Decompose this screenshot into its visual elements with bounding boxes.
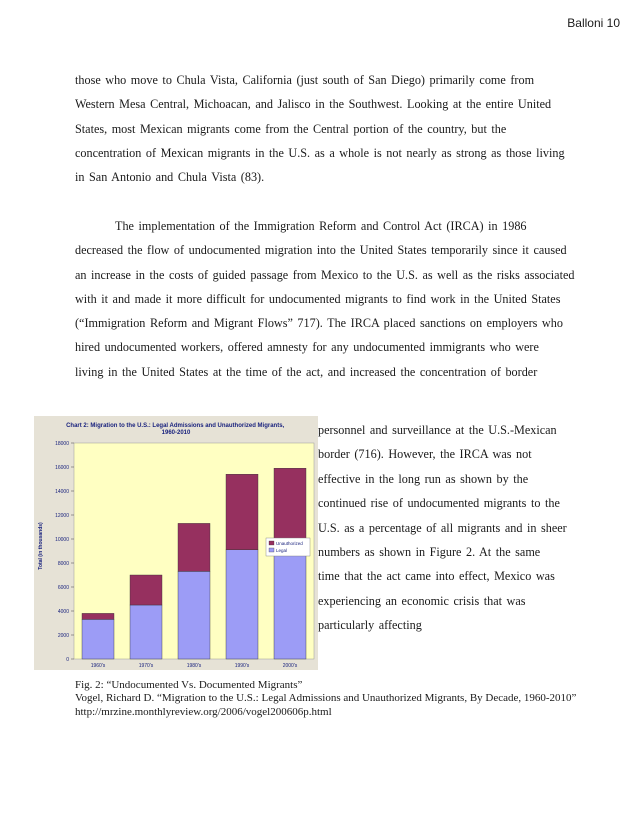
x-axis	[91, 663, 298, 669]
text-line: Western Mesa Central, Michoacan, and Jalisco in the Southwest. Looking at the entire United	[75, 97, 552, 112]
y-tick-label: 2000	[57, 633, 69, 639]
chart-title	[66, 423, 286, 436]
x-tick-label: 1980's	[186, 663, 202, 669]
y-tick-label: 14000	[55, 489, 69, 495]
x-tick-label: 1970's	[138, 663, 154, 669]
caption-url: http://mrzine.monthlyreview.org/2006/vogel200606p.html	[75, 705, 332, 718]
wrapped-text-column	[318, 418, 578, 638]
text-line: U.S. as a percentage of all migrants and in sheer	[318, 520, 567, 535]
y-tick-label: 0	[66, 657, 69, 663]
bar-chart	[34, 416, 318, 670]
caption-citation: Vogel, Richard D. “Migration to the U.S.: Legal Admissions and Unauthorized Migrants, By Decade, 1960-2010”	[75, 692, 577, 705]
text-line: those who move to Chula Vista, California (just south of San Diego) primarily come from	[75, 73, 535, 87]
text-line: in San Antonio and Chula Vista (83).	[75, 170, 265, 185]
bar-legal	[82, 619, 114, 659]
text-line: continued rise of undocumented migrants to the	[318, 496, 560, 511]
page-header: Balloni 10	[567, 16, 620, 30]
text-line: time that the act came into effect, Mexico was	[318, 569, 555, 584]
text-line: experiencing an economic crisis that was	[318, 593, 526, 608]
caption-title: Fig. 2: “Undocumented Vs. Documented Migrants”	[75, 679, 303, 691]
y-axis	[55, 441, 74, 663]
y-tick-label: 4000	[57, 609, 69, 615]
y-tick-label: 8000	[57, 561, 69, 567]
text-line: States, most Mexican migrants come from the Central portion of the country, but the	[75, 121, 507, 136]
figure-caption	[75, 679, 595, 719]
legend-label: Legal	[276, 548, 288, 553]
x-tick-label: 1990's	[234, 663, 250, 669]
bar-legal	[130, 605, 162, 659]
legend-swatch	[269, 541, 274, 545]
text-line: an increase in the costs of guided passage from Mexico to the U.S. as well as the risks associated	[75, 267, 575, 282]
bar-unauthorized	[82, 613, 114, 619]
text-line: (“Immigration Reform and Migrant Flows” 717). The IRCA placed sanctions on employers who	[75, 316, 563, 331]
text-line: effective in the long run as shown by the	[318, 471, 529, 486]
legend-swatch	[269, 548, 274, 552]
y-tick-label: 16000	[55, 465, 69, 471]
paragraph-1	[75, 68, 575, 189]
chart-title-line-2: 1960-2010	[161, 430, 191, 436]
bar-legal	[178, 571, 210, 659]
legend-label: Unauthorized	[276, 541, 303, 546]
y-axis-label: Total (in thousands)	[38, 522, 44, 570]
bar-unauthorized	[226, 474, 258, 550]
chart-title-line-1: Chart 2: Migration to the U.S.: Legal Admissions and Unauthorized Migrants,	[66, 423, 285, 429]
text-line: particularly affecting	[318, 618, 422, 633]
y-tick-label: 18000	[55, 441, 69, 447]
y-tick-label: 10000	[55, 537, 69, 543]
bar-unauthorized	[130, 575, 162, 605]
text-line: living in the United States at the time of the act, and increased the concentration of border	[75, 364, 538, 379]
text-line: personnel and surveillance at the U.S.-Mexican	[318, 423, 557, 437]
text-line: with it and made it more difficult for undocumented migrants to find work in the United States	[75, 291, 561, 306]
x-tick-label: 2000's	[282, 663, 298, 669]
text-line: numbers as shown in Figure 2. At the same	[318, 544, 541, 559]
bar-legal	[226, 550, 258, 659]
text-line: The implementation of the Immigration Reform and Control Act (IRCA) in 1986	[115, 219, 527, 233]
bar-unauthorized	[274, 468, 306, 542]
text-line: border (716). However, the IRCA was not	[318, 447, 532, 462]
text-line: hired undocumented workers, offered amnesty for any undocumented immigrants who were	[75, 340, 539, 355]
text-line: decreased the flow of undocumented migration into the United States temporarily since it caused	[75, 243, 567, 258]
x-tick-label: 1960's	[90, 663, 106, 669]
y-tick-label: 6000	[57, 585, 69, 591]
bar-legal	[274, 543, 306, 659]
paragraph-2	[75, 214, 575, 384]
chart-legend	[266, 538, 310, 556]
y-tick-label: 12000	[55, 513, 69, 519]
text-line: concentration of Mexican migrants in the U.S. as a whole is not nearly as strong as those living	[75, 145, 565, 160]
figure-2-chart	[34, 416, 318, 670]
bar-unauthorized	[178, 523, 210, 571]
